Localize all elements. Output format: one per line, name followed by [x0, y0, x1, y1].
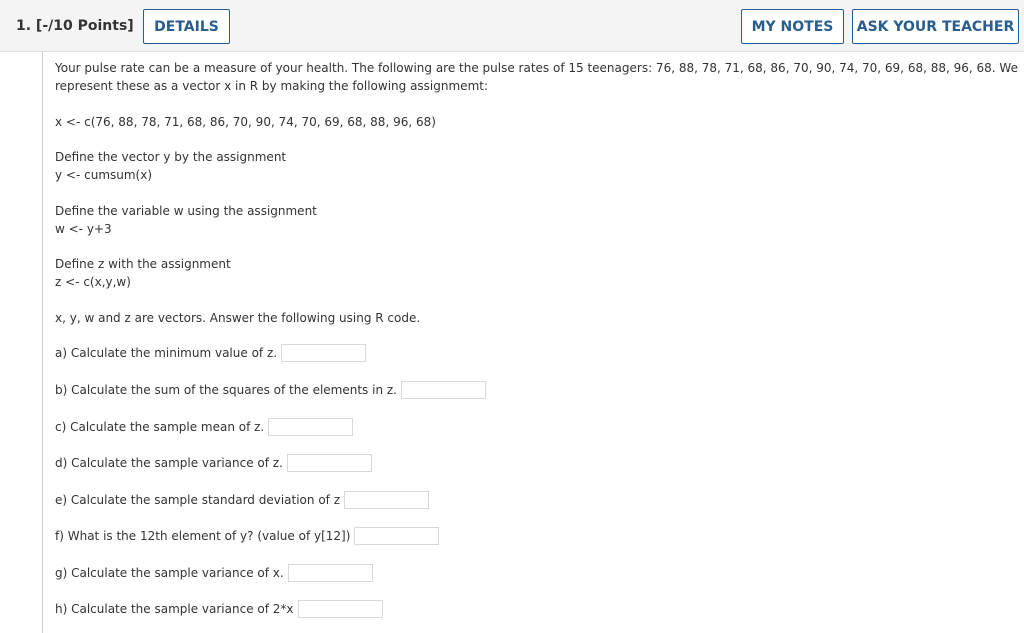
- question-g-row: [55, 564, 373, 582]
- question-b-row: [55, 381, 486, 399]
- question-a-label: a) Calculate the minimum value of z.: [55, 346, 278, 360]
- question-e-row: [55, 491, 429, 509]
- question-b-label: b) Calculate the sum of the squares of the elements in z.: [55, 383, 397, 397]
- question-e-label: e) Calculate the sample standard deviation of z: [55, 493, 340, 507]
- question-g-label: g) Calculate the sample variance of x.: [55, 566, 284, 580]
- x-assignment-code: x <- c(76, 88, 78, 71, 68, 86, 70, 90, 74, 70, 69, 68, 88, 96, 68): [55, 115, 436, 129]
- my-notes-button[interactable]: MY NOTES: [741, 9, 844, 44]
- left-divider: [42, 52, 43, 633]
- y-assignment-code: y <- cumsum(x): [55, 168, 153, 182]
- question-h-input[interactable]: [298, 600, 383, 618]
- question-f-label: f) What is the 12th element of y? (value of y[12]): [55, 529, 351, 543]
- question-a-row: [55, 344, 366, 362]
- question-g-input[interactable]: [288, 564, 373, 582]
- question-d-row: [55, 454, 372, 472]
- question-points-label: 1. [-/10 Points]: [16, 18, 134, 34]
- w-assignment-code: w <- y+3: [55, 222, 112, 236]
- question-h-row: [55, 600, 383, 618]
- question-f-row: [55, 527, 439, 545]
- question-c-input[interactable]: [268, 418, 353, 436]
- intro-text-line-2: represent these as a vector x in R by making the following assignmemt:: [55, 79, 489, 93]
- question-f-input[interactable]: [354, 527, 439, 545]
- details-button[interactable]: DETAILS: [143, 9, 230, 44]
- w-definition-text: Define the variable w using the assignment: [55, 204, 317, 218]
- question-e-input[interactable]: [344, 491, 429, 509]
- z-assignment-code: z <- c(x,y,w): [55, 275, 131, 289]
- question-d-label: d) Calculate the sample variance of z.: [55, 456, 283, 470]
- y-definition-text: Define the vector y by the assignment: [55, 150, 287, 164]
- instruction-text: x, y, w and z are vectors. Answer the following using R code.: [55, 311, 421, 325]
- question-b-input[interactable]: [401, 381, 486, 399]
- z-definition-text: Define z with the assignment: [55, 257, 231, 271]
- intro-text-line-1: Your pulse rate can be a measure of your health. The following are the pulse rates of 15 teenagers: 76, 88, 78, 71, 68, 86, 70, 90, 74, 70, 69, 68, 88, 96, 68. We: [55, 61, 1018, 75]
- ask-your-teacher-button[interactable]: ASK YOUR TEACHER: [852, 9, 1019, 44]
- question-c-row: [55, 418, 353, 436]
- question-a-input[interactable]: [281, 344, 366, 362]
- question-h-label: h) Calculate the sample variance of 2*x: [55, 602, 294, 616]
- question-header: [0, 0, 1024, 52]
- question-c-label: c) Calculate the sample mean of z.: [55, 420, 265, 434]
- question-d-input[interactable]: [287, 454, 372, 472]
